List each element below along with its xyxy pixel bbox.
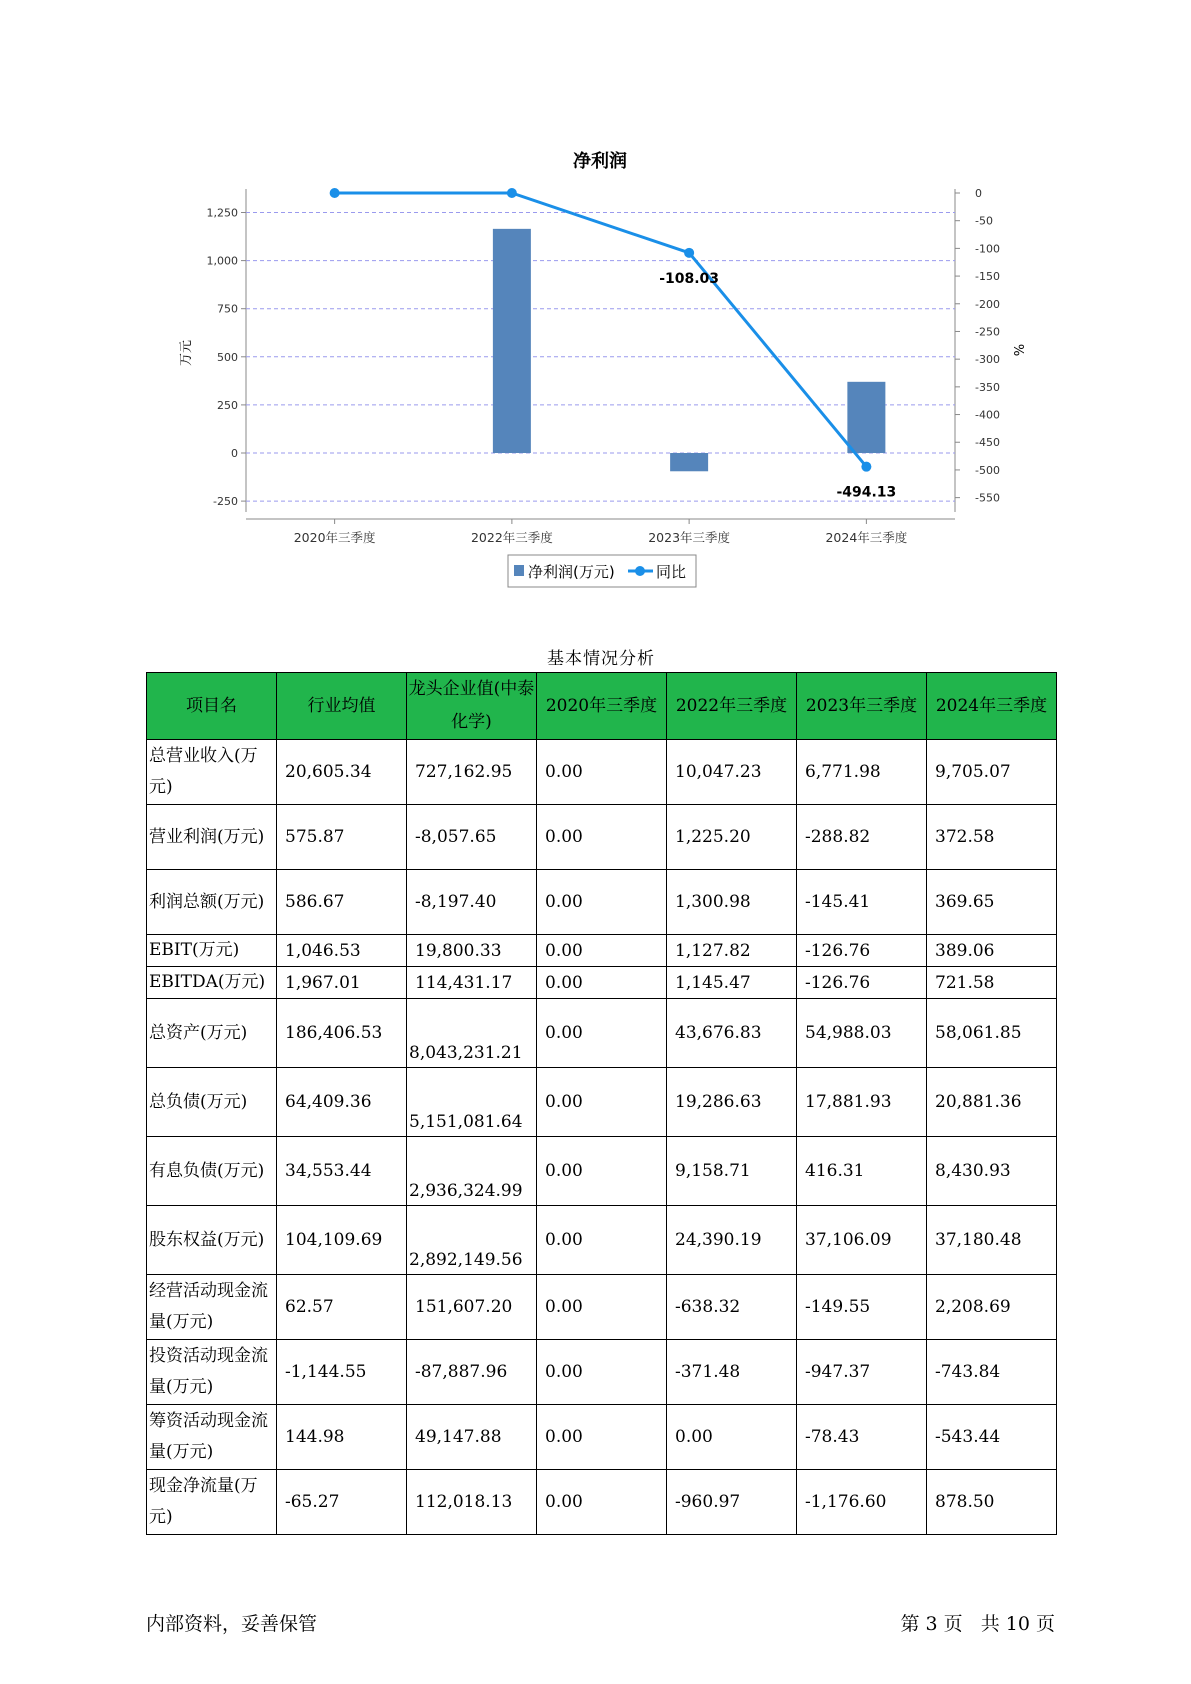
table-cell: 2,892,149.56 — [407, 1206, 537, 1275]
table-cell: 112,018.13 — [407, 1470, 537, 1535]
bar-series — [493, 229, 886, 471]
table-row — [147, 935, 1057, 967]
table-cell: -743.84 — [927, 1340, 1057, 1405]
table-row — [147, 1470, 1057, 1535]
table-cell: 144.98 — [277, 1405, 407, 1470]
table-cell: -78.43 — [797, 1405, 927, 1470]
table-cell: 114,431.17 — [407, 967, 537, 999]
table-cell: 0.00 — [537, 1206, 667, 1275]
table-cell: 0.00 — [537, 935, 667, 967]
left-tick-label: 500 — [217, 350, 238, 364]
yoy-point — [507, 188, 517, 198]
table-row — [147, 805, 1057, 870]
header-2020q3: 2020年三季度 — [537, 673, 667, 740]
category-label: 2023年三季度 — [648, 530, 731, 545]
table-row — [147, 870, 1057, 935]
table-cell: 416.31 — [797, 1137, 927, 1206]
table-cell: 19,800.33 — [407, 935, 537, 967]
table-cell: 9,705.07 — [927, 740, 1057, 805]
row-item-name: 投资活动现金流量(万元) — [147, 1340, 277, 1405]
right-tick-label: -500 — [975, 463, 1000, 477]
table-cell: 727,162.95 — [407, 740, 537, 805]
table-cell: 0.00 — [537, 805, 667, 870]
table-cell: 1,225.20 — [667, 805, 797, 870]
table-cell: -371.48 — [667, 1340, 797, 1405]
table-cell: 0.00 — [667, 1405, 797, 1470]
yoy-data-label: -108.03 — [659, 270, 720, 287]
table-cell: 62.57 — [277, 1275, 407, 1340]
header-2023q3: 2023年三季度 — [797, 673, 927, 740]
table-cell: 0.00 — [537, 999, 667, 1068]
right-tick-label: -400 — [975, 408, 1000, 422]
right-axis-label: % — [1010, 343, 1025, 357]
table-row — [147, 1137, 1057, 1206]
left-axis-label: 万元 — [179, 339, 194, 367]
table-cell: 372.58 — [927, 805, 1057, 870]
table-cell: 1,145.47 — [667, 967, 797, 999]
line-series — [330, 188, 897, 501]
row-item-name: 现金净流量(万元) — [147, 1470, 277, 1535]
right-y-axis — [955, 187, 1000, 505]
yoy-data-label: -494.13 — [836, 484, 897, 501]
table-cell: 104,109.69 — [277, 1206, 407, 1275]
table-cell: 2,936,324.99 — [407, 1137, 537, 1206]
table-row — [147, 967, 1057, 999]
table-cell: 6,771.98 — [797, 740, 927, 805]
table-cell: -8,057.65 — [407, 805, 537, 870]
legend-bar-label: 净利润(万元) — [528, 563, 615, 581]
category-label: 2020年三季度 — [293, 530, 376, 545]
right-tick-label: 0 — [975, 187, 982, 200]
right-tick-label: -250 — [975, 325, 1000, 339]
footer-page-number: 第 3 页 共 10 页 — [900, 1613, 1055, 1635]
left-tick-label: 1,250 — [206, 206, 238, 220]
table-cell: 0.00 — [537, 1137, 667, 1206]
left-y-axis — [207, 207, 247, 509]
table-cell: 0.00 — [537, 740, 667, 805]
header-leader-value: 龙头企业值(中泰化学) — [407, 673, 537, 740]
table-cell: 49,147.88 — [407, 1405, 537, 1470]
right-tick-label: -200 — [975, 297, 1000, 311]
table-cell: -288.82 — [797, 805, 927, 870]
plot-frame — [246, 189, 955, 519]
table-cell: 43,676.83 — [667, 999, 797, 1068]
table-cell: 721.58 — [927, 967, 1057, 999]
category-label: 2024年三季度 — [825, 530, 908, 545]
table-cell: 10,047.23 — [667, 740, 797, 805]
table-cell: -8,197.40 — [407, 870, 537, 935]
table-cell: 37,106.09 — [797, 1206, 927, 1275]
right-tick-label: -100 — [975, 242, 1000, 256]
category-label: 2022年三季度 — [470, 530, 553, 545]
table-row — [147, 1206, 1057, 1275]
table-cell: -960.97 — [667, 1470, 797, 1535]
row-item-name: 营业利润(万元) — [147, 805, 277, 870]
table-cell: 19,286.63 — [667, 1068, 797, 1137]
table-caption: 基本情况分析 — [547, 649, 655, 669]
table-cell: 0.00 — [537, 967, 667, 999]
legend-bar-swatch — [514, 565, 524, 576]
table-row — [147, 1340, 1057, 1405]
header-item-name: 项目名 — [147, 673, 277, 740]
table-cell: 0.00 — [537, 1470, 667, 1535]
row-item-name: 利润总额(万元) — [147, 870, 277, 935]
table-row — [147, 1275, 1057, 1340]
row-item-name: 经营活动现金流量(万元) — [147, 1275, 277, 1340]
table-cell: 17,881.93 — [797, 1068, 927, 1137]
table-cell: -149.55 — [797, 1275, 927, 1340]
row-item-name: 筹资活动现金流量(万元) — [147, 1405, 277, 1470]
table-cell: 369.65 — [927, 870, 1057, 935]
table-row — [147, 740, 1057, 805]
table-cell: 1,127.82 — [667, 935, 797, 967]
header-industry-avg: 行业均值 — [277, 673, 407, 740]
table-cell: 5,151,081.64 — [407, 1068, 537, 1137]
bar — [670, 453, 708, 471]
table-row — [147, 1068, 1057, 1137]
table-cell: 575.87 — [277, 805, 407, 870]
table-cell: 389.06 — [927, 935, 1057, 967]
yoy-point — [861, 462, 871, 472]
table-cell: 186,406.53 — [277, 999, 407, 1068]
table-cell: 9,158.71 — [667, 1137, 797, 1206]
basic-analysis-table — [146, 672, 1057, 1535]
table-cell: 2,208.69 — [927, 1275, 1057, 1340]
table-cell: 58,061.85 — [927, 999, 1057, 1068]
yoy-point — [684, 248, 694, 258]
table-cell: 24,390.19 — [667, 1206, 797, 1275]
table-cell: 1,046.53 — [277, 935, 407, 967]
table-cell: 54,988.03 — [797, 999, 927, 1068]
row-item-name: 有息负债(万元) — [147, 1137, 277, 1206]
yoy-point — [330, 188, 340, 198]
left-tick-label: 1,000 — [206, 254, 238, 268]
table-cell: 8,043,231.21 — [407, 999, 537, 1068]
category-axis — [294, 519, 908, 545]
right-tick-label: -450 — [975, 436, 1000, 450]
table-cell: -145.41 — [797, 870, 927, 935]
chart-legend — [508, 555, 696, 587]
table-cell: 37,180.48 — [927, 1206, 1057, 1275]
right-tick-label: -300 — [975, 353, 1000, 367]
table-cell: -126.76 — [797, 935, 927, 967]
net-profit-chart — [0, 0, 1191, 600]
table-cell: 20,605.34 — [277, 740, 407, 805]
row-item-name: EBIT(万元) — [147, 935, 277, 967]
table-cell: -87,887.96 — [407, 1340, 537, 1405]
table-cell: 151,607.20 — [407, 1275, 537, 1340]
table-cell: 0.00 — [537, 1405, 667, 1470]
left-tick-label: 750 — [217, 302, 238, 316]
table-cell: 0.00 — [537, 1340, 667, 1405]
row-item-name: 股东权益(万元) — [147, 1206, 277, 1275]
legend-line-label: 同比 — [656, 563, 687, 581]
row-item-name: EBITDA(万元) — [147, 967, 277, 999]
table-cell: -1,176.60 — [797, 1470, 927, 1535]
table-cell: 0.00 — [537, 870, 667, 935]
header-2024q3: 2024年三季度 — [927, 673, 1057, 740]
header-2022q3: 2022年三季度 — [667, 673, 797, 740]
table-cell: -126.76 — [797, 967, 927, 999]
yoy-line — [335, 193, 867, 467]
table-row — [147, 1405, 1057, 1470]
left-tick-label: 0 — [231, 447, 238, 460]
row-item-name: 总负债(万元) — [147, 1068, 277, 1137]
table-cell: 20,881.36 — [927, 1068, 1057, 1137]
left-tick-label: 250 — [217, 398, 238, 412]
right-tick-label: -350 — [975, 380, 1000, 394]
table-cell: -543.44 — [927, 1405, 1057, 1470]
table-cell: 878.50 — [927, 1470, 1057, 1535]
table-cell: 8,430.93 — [927, 1137, 1057, 1206]
table-cell: 0.00 — [537, 1068, 667, 1137]
table-cell: 1,967.01 — [277, 967, 407, 999]
table-row — [147, 999, 1057, 1068]
row-item-name: 总营业收入(万元) — [147, 740, 277, 805]
bar — [493, 229, 531, 453]
table-cell: 1,300.98 — [667, 870, 797, 935]
table-cell: -638.32 — [667, 1275, 797, 1340]
left-tick-label: -250 — [213, 495, 238, 509]
table-cell: 0.00 — [537, 1275, 667, 1340]
right-tick-label: -150 — [975, 270, 1000, 284]
table-cell: 64,409.36 — [277, 1068, 407, 1137]
table-cell: -947.37 — [797, 1340, 927, 1405]
table-cell: -65.27 — [277, 1470, 407, 1535]
table-cell: 586.67 — [277, 870, 407, 935]
right-tick-label: -550 — [975, 491, 1000, 505]
right-tick-label: -50 — [975, 214, 993, 228]
bar — [847, 382, 885, 453]
table-cell: 34,553.44 — [277, 1137, 407, 1206]
legend-line-marker — [635, 566, 645, 576]
row-item-name: 总资产(万元) — [147, 999, 277, 1068]
table-header-row — [147, 673, 1057, 740]
chart-title: 净利润 — [573, 151, 627, 172]
table-cell: -1,144.55 — [277, 1340, 407, 1405]
grid-lines — [246, 213, 955, 502]
footer-confidential-note: 内部资料，妥善保管 — [146, 1613, 318, 1635]
